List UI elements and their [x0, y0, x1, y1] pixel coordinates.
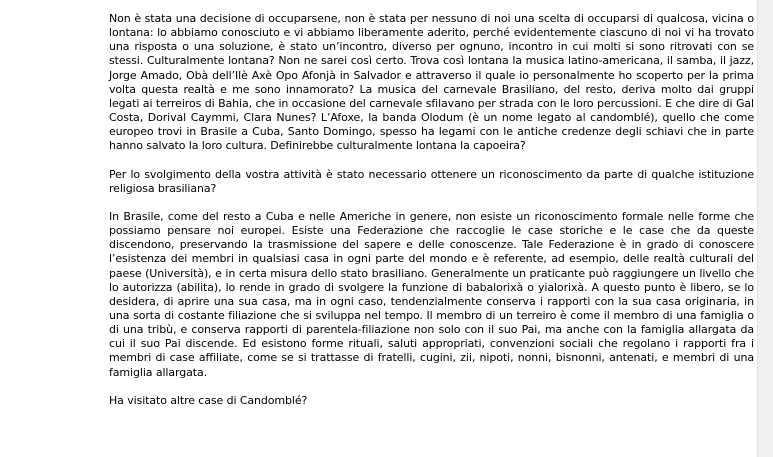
article-body: [109, 12, 754, 422]
vertical-scrollbar[interactable]: [757, 0, 773, 457]
question-paragraph: Per lo svolgimento della vostra attività è stato necessario ottenere un riconoscimento da parte di qualche istituzione religiosa brasiliana?: [109, 167, 754, 195]
question-paragraph: Ha visitato altre case di Candomblé?: [109, 393, 308, 407]
answer-paragraph: In Brasile, come del resto a Cuba e nelle Americhe in genere, non esiste un riconoscimento formale nelle forme che possiamo pensare noi europei. Esiste una Federazione che raccoglie le case storiche e le case che da queste discendono, preservando la trasmissione del sapere e delle conoscenze. Tale Federazione è in grado di conoscere l’esistenza dei membri in qualsiasi casa in ogni parte del mondo e è referente, ad esempio, delle realtà culturali del paese (Università), e in certa misura dello stato brasiliano. Generalmente un praticante può raggiungere un livello che lo autorizza (abilita), lo rende in grado di svolgere la funzione di babalorixà o yialorixà. A questo punto è libero, se lo desidera, di aprire una sua casa, ma in ogni caso, tendenzialmente conserva i rapporti con la sua casa originaria, in una sorta di costante filiazione che si sviluppa nel tempo. Il membro di un terreiro è come il membro di una famiglia o di una tribù, e conserva rapporti di parentela-filiazione non solo con il suo Pai, ma anche con la famiglia allargata da cui il suo Pai discende. Ed esistono forme rituali, saluti appropriati, convenzioni sociali che regolano i rapporti fra i membri di case affiliate, come se si trattasse di fratelli, cugini, zii, nipoti, nonni, bisnonni, antenati, e membri di una famiglia allargata.: [109, 209, 754, 379]
answer-paragraph: Non è stata una decisione di occuparsene, non è stata per nessuno di noi una scelta di occuparsi di qualcosa, vicina o lontana: lo abbiamo conosciuto e vi abbiamo liberamente aderito, perché evidentemente ciascuno di noi vi ha trovato una risposta o una soluzione, è stato un’incontro, diverso per ognuno, incontro in cui molti si sono ritrovati con se stessi. Culturalmente lontana? Non ne sarei così certo. Trova così lontana la musica latino-americana, il samba, il jazz, Jorge Amado, Obà dell’Ilè Axè Opo Afonjà in Salvador e attraverso il quale io personalmente ho scoperto per la prima volta questa realtà e me sono innamorato? La musica del carnevale Brasiliano, del resto, deriva molto dai gruppi legati ai terreiros di Bahia, che in occasione del carnevale sfilavano per strada con le loro percussioni. E che dire di Gal Costa, Dorival Caymmi, Clara Nunes? L’Afoxe, la banda Olodum (è un nome legato al candomblé), quello che come europeo trovi in Brasile a Cuba, Santo Domingo, spesso ha legami con le antiche credenze degli schiavi che in parte hanno salvato la loro cultura. Definirebbe culturalmente lontana la capoeira?: [109, 12, 754, 153]
